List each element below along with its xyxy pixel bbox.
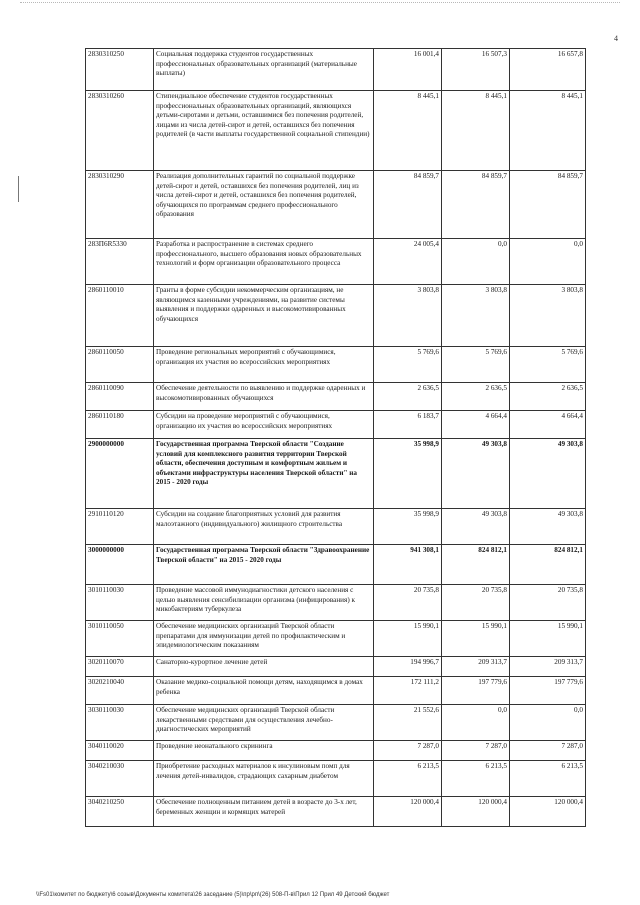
table-row: [86, 585, 586, 621]
row-value-3: 84 859,7: [510, 171, 586, 239]
table-row: [86, 171, 586, 239]
table-row: [86, 49, 586, 91]
row-code: 3010110050: [86, 621, 154, 657]
row-value-1: 3 803,8: [374, 285, 442, 347]
row-value-2: 0,0: [442, 239, 510, 285]
row-name: Обеспечение медицинских организаций Тверской области препаратами для иммунизации детей по профилактическим и эпидемиологическим показаниям: [154, 621, 374, 657]
row-value-2: 209 313,7: [442, 657, 510, 677]
row-name: Государственная программа Тверской области "Создание условий для комплексного развития территории Тверской области, обеспечения доступным и комфортным жильем и объектами инфраструктуры населения Тверской области" на 2015 - 2020 годы: [154, 439, 374, 509]
row-value-2: 20 735,8: [442, 585, 510, 621]
row-code: 3010110030: [86, 585, 154, 621]
row-value-2: 0,0: [442, 705, 510, 741]
row-value-3: 6 213,5: [510, 761, 586, 797]
row-value-1: 15 990,1: [374, 621, 442, 657]
row-value-2: 6 213,5: [442, 761, 510, 797]
table-row: [86, 621, 586, 657]
row-code: 283П6R5330: [86, 239, 154, 285]
row-code: 2860110180: [86, 411, 154, 439]
row-value-1: 16 001,4: [374, 49, 442, 91]
row-value-1: 172 111,2: [374, 677, 442, 705]
table-row: [86, 761, 586, 797]
row-name: Обеспечение медицинских организаций Тверской области лекарственными средствами для осуществления лечебно-диагностических мероприятий: [154, 705, 374, 741]
row-name: Проведение массовой иммунодиагностики детского населения с целью выявления сенсибилизации организма (инфицирования) к микобактериям туберкулеза: [154, 585, 374, 621]
row-value-1: 20 735,8: [374, 585, 442, 621]
row-value-3: 49 303,8: [510, 439, 586, 509]
row-value-1: 24 005,4: [374, 239, 442, 285]
row-value-3: 3 803,8: [510, 285, 586, 347]
table-row: [86, 239, 586, 285]
row-value-2: 824 812,1: [442, 545, 510, 585]
row-name: Обеспечение деятельности по выявлению и поддержке одаренных и высокомотивированных обучающихся: [154, 383, 374, 411]
row-value-1: 5 769,6: [374, 347, 442, 383]
row-code: 2830310260: [86, 91, 154, 171]
row-code: 3000000000: [86, 545, 154, 585]
row-value-1: 6 213,5: [374, 761, 442, 797]
table-row: [86, 657, 586, 677]
table-row: [86, 797, 586, 827]
page-number: 4: [614, 34, 618, 43]
row-value-2: 16 507,3: [442, 49, 510, 91]
row-value-2: 197 779,6: [442, 677, 510, 705]
row-name: Гранты в форме субсидии некоммерческим организациям, не являющимся казенными учреждениями, на развитие системы выявления и поддержки одаренных и высокомотивированных обучающихся: [154, 285, 374, 347]
row-value-1: 6 183,7: [374, 411, 442, 439]
table-row: [86, 509, 586, 545]
row-code: 3020110070: [86, 657, 154, 677]
budget-table-body: [86, 49, 586, 827]
row-value-3: 197 779,6: [510, 677, 586, 705]
row-name: Реализация дополнительных гарантий по социальной поддержке детей-сирот и детей, оставшихся без попечения родителей, лиц из числа детей-сирот и детей, оставшихся без попечения родителей, обучающихся по программам среднего профессионального образования: [154, 171, 374, 239]
row-value-2: 2 636,5: [442, 383, 510, 411]
table-row: [86, 91, 586, 171]
row-value-3: 15 990,1: [510, 621, 586, 657]
row-value-3: 5 769,6: [510, 347, 586, 383]
row-value-3: 2 636,5: [510, 383, 586, 411]
row-value-3: 209 313,7: [510, 657, 586, 677]
row-code: 3030110030: [86, 705, 154, 741]
table-row: [86, 741, 586, 761]
row-value-3: 4 664,4: [510, 411, 586, 439]
scan-top-edge: [20, 2, 620, 7]
row-value-2: 5 769,6: [442, 347, 510, 383]
row-code: 2860110090: [86, 383, 154, 411]
row-value-2: 49 303,8: [442, 509, 510, 545]
row-value-1: 194 996,7: [374, 657, 442, 677]
table-row: [86, 347, 586, 383]
row-value-2: 49 303,8: [442, 439, 510, 509]
row-code: 2910110120: [86, 509, 154, 545]
row-name: Обеспечение полноценным питанием детей в возрасте до 3-х лет, беременных женщин и кормящих матерей: [154, 797, 374, 827]
row-code: 3040110020: [86, 741, 154, 761]
row-value-1: 35 998,9: [374, 439, 442, 509]
row-value-2: 4 664,4: [442, 411, 510, 439]
row-name: Проведение неонатального скрининга: [154, 741, 374, 761]
row-code: 3040210250: [86, 797, 154, 827]
table-row: [86, 285, 586, 347]
row-value-3: 0,0: [510, 705, 586, 741]
row-value-3: 824 812,1: [510, 545, 586, 585]
row-value-3: 20 735,8: [510, 585, 586, 621]
row-name: Санаторно-курортное лечение детей: [154, 657, 374, 677]
row-name: Государственная программа Тверской области "Здравоохранение Тверской области" на 2015 - 2020 годы: [154, 545, 374, 585]
row-name: Стипендиальное обеспечение студентов государственных профессиональных образовательных организаций, являющихся детьми-сиротами и детьми, оставшимися без попечения родителей, лицами из числа детей-сирот и детей, оставшихся без попечения родителей (в части выплаты государственной социальной стипендии): [154, 91, 374, 171]
row-value-2: 8 445,1: [442, 91, 510, 171]
table-row: [86, 677, 586, 705]
row-value-1: 84 859,7: [374, 171, 442, 239]
row-value-3: 7 287,0: [510, 741, 586, 761]
row-code: 3040210030: [86, 761, 154, 797]
scan-margin-mark: [18, 176, 19, 202]
table-row-program: [86, 439, 586, 509]
row-code: 2860110010: [86, 285, 154, 347]
row-name: Разработка и распространение в системах среднего профессионального, высшего образования новых образовательных технологий и форм организации образовательного процесса: [154, 239, 374, 285]
row-name: Субсидии на проведение мероприятий с обучающимися, организацию их участия во всероссийских мероприятиях: [154, 411, 374, 439]
footer-file-path: \\Fs01\комитет по бюджету\6 созыв\Документы комитета\26 заседание (5)\пр\рп\(26) 508-П-в\Прил 12 Прил 49 Детский бюджет: [36, 892, 390, 898]
row-value-2: 3 803,8: [442, 285, 510, 347]
table-row: [86, 383, 586, 411]
row-name: Оказание медико-социальной помощи детям, находящимся в домах ребенка: [154, 677, 374, 705]
row-value-1: 120 000,4: [374, 797, 442, 827]
row-code: 2830310250: [86, 49, 154, 91]
table-row: [86, 411, 586, 439]
row-code: 3020210040: [86, 677, 154, 705]
row-value-1: 941 308,1: [374, 545, 442, 585]
row-value-1: 7 287,0: [374, 741, 442, 761]
budget-table: [85, 48, 586, 827]
table-row: [86, 705, 586, 741]
row-code: 2830310290: [86, 171, 154, 239]
row-code: 2900000000: [86, 439, 154, 509]
row-value-2: 120 000,4: [442, 797, 510, 827]
table-row-program: [86, 545, 586, 585]
row-value-3: 16 657,8: [510, 49, 586, 91]
row-value-3: 8 445,1: [510, 91, 586, 171]
row-code: 2860110050: [86, 347, 154, 383]
row-value-2: 7 287,0: [442, 741, 510, 761]
row-name: Социальная поддержка студентов государственных профессиональных образовательных организаций (материальные выплаты): [154, 49, 374, 91]
row-value-3: 120 000,4: [510, 797, 586, 827]
row-name: Проведение региональных мероприятий с обучающимися, организация их участия во всероссийских мероприятиях: [154, 347, 374, 383]
row-value-1: 35 998,9: [374, 509, 442, 545]
row-value-1: 21 552,6: [374, 705, 442, 741]
row-value-1: 2 636,5: [374, 383, 442, 411]
row-value-2: 15 990,1: [442, 621, 510, 657]
row-name: Субсидии на создание благоприятных условий для развития малоэтажного (индивидуального) жилищного строительства: [154, 509, 374, 545]
row-value-2: 84 859,7: [442, 171, 510, 239]
row-value-1: 8 445,1: [374, 91, 442, 171]
row-value-3: 49 303,8: [510, 509, 586, 545]
row-value-3: 0,0: [510, 239, 586, 285]
row-name: Приобретение расходных материалов к инсулиновым помп для лечения детей-инвалидов, страдающих сахарным диабетом: [154, 761, 374, 797]
